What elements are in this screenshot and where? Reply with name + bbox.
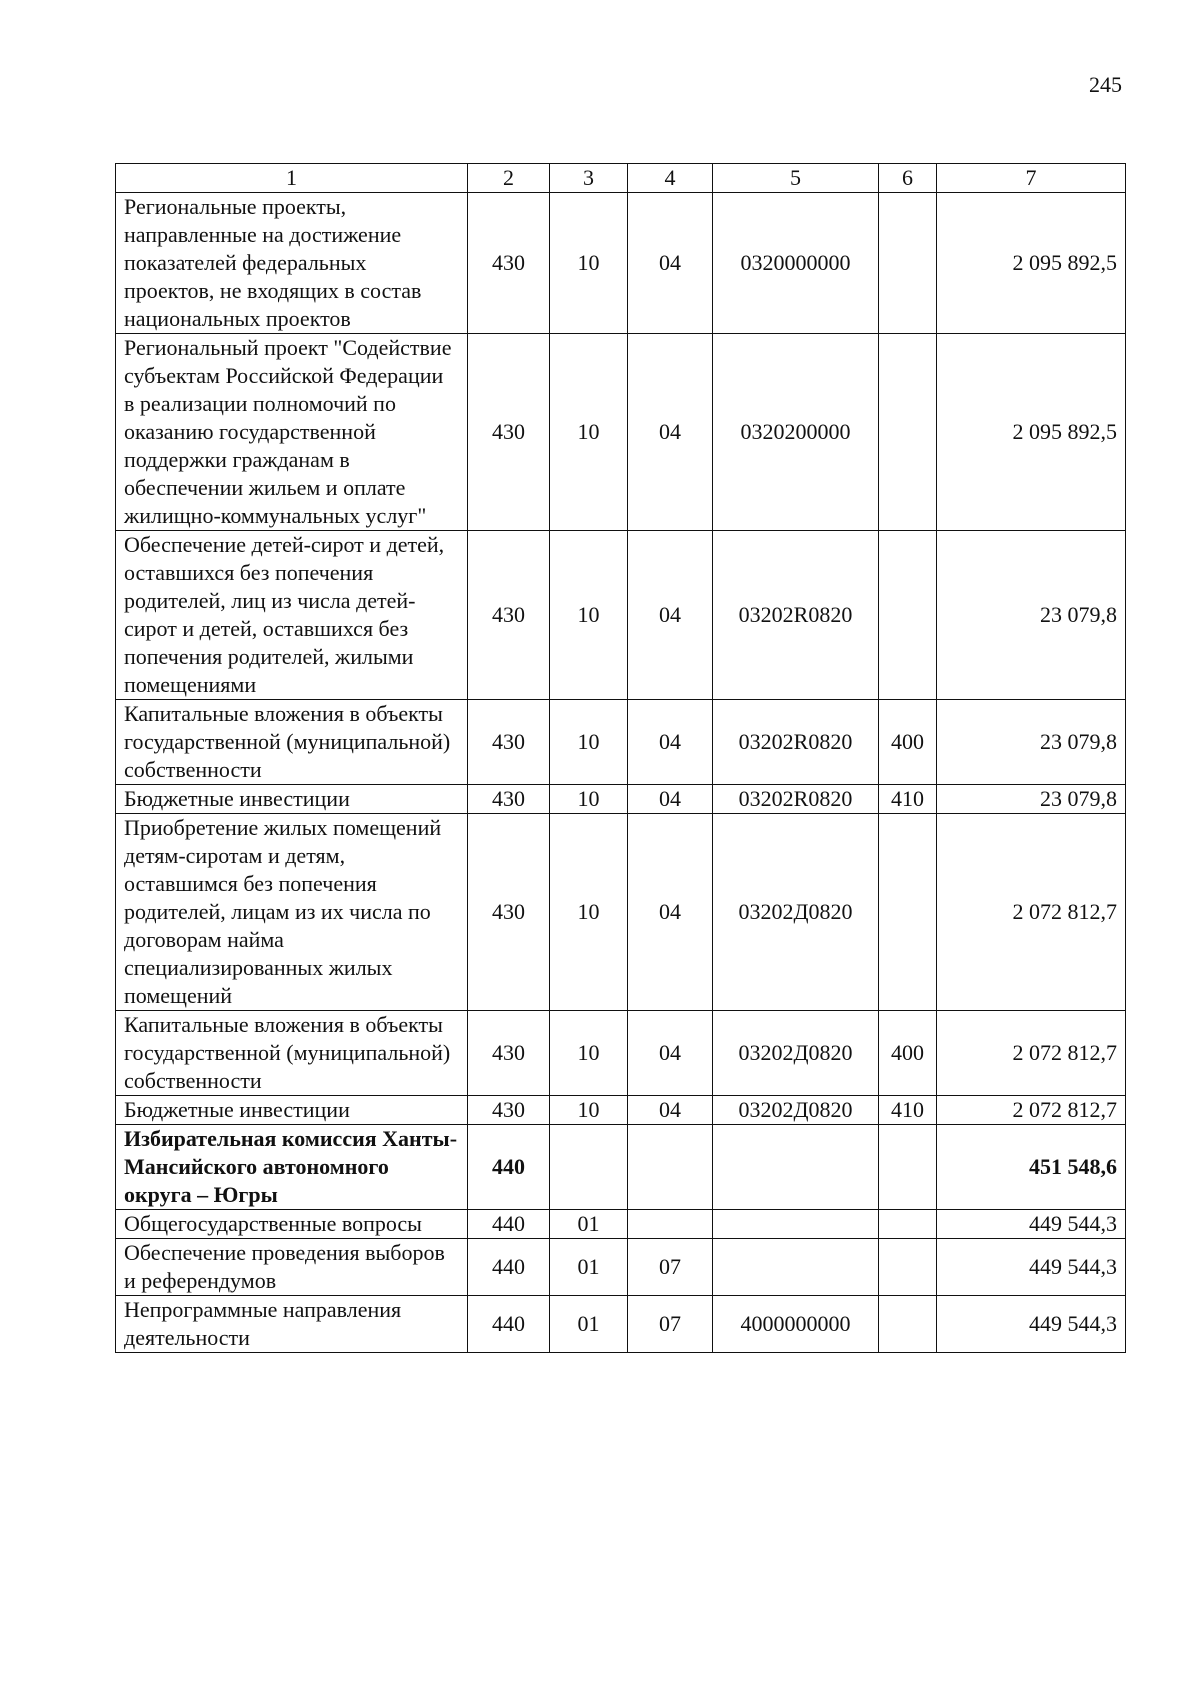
section-code: 10	[550, 193, 628, 334]
subsection-code: 04	[628, 531, 713, 700]
ministry-code: 430	[468, 193, 550, 334]
table-row	[116, 334, 1126, 531]
amount: 449 544,3	[937, 1239, 1126, 1296]
ministry-code: 430	[468, 1096, 550, 1125]
section-code: 10	[550, 1096, 628, 1125]
target-article-code: 4000000000	[713, 1296, 879, 1353]
table-row	[116, 531, 1126, 700]
amount: 449 544,3	[937, 1210, 1126, 1239]
section-code: 01	[550, 1239, 628, 1296]
table-row	[116, 1011, 1126, 1096]
table-row	[116, 1239, 1126, 1296]
amount: 2 095 892,5	[937, 193, 1126, 334]
row-name: Приобретение жилых помещений детям-сиротам и детям, оставшимся без попечения родителей, лицам из их числа по договорам найма специализированных жилых помещений	[116, 814, 468, 1011]
subsection-code: 04	[628, 1096, 713, 1125]
target-article-code	[713, 1239, 879, 1296]
amount: 2 072 812,7	[937, 1011, 1126, 1096]
expense-type-code	[879, 1125, 937, 1210]
target-article-code: 03202Д0820	[713, 814, 879, 1011]
amount: 2 072 812,7	[937, 814, 1126, 1011]
section-code: 10	[550, 814, 628, 1011]
ministry-code: 440	[468, 1210, 550, 1239]
subsection-code: 04	[628, 1011, 713, 1096]
column-header: 1	[116, 164, 468, 193]
expense-type-code: 410	[879, 785, 937, 814]
expense-type-code: 400	[879, 1011, 937, 1096]
row-name: Обеспечение проведения выборов и референдумов	[116, 1239, 468, 1296]
target-article-code	[713, 1125, 879, 1210]
row-name: Бюджетные инвестиции	[116, 785, 468, 814]
row-name: Капитальные вложения в объекты государственной (муниципальной) собственности	[116, 700, 468, 785]
row-name: Непрограммные направления деятельности	[116, 1296, 468, 1353]
ministry-code: 430	[468, 334, 550, 531]
column-header: 7	[937, 164, 1126, 193]
table-row	[116, 785, 1126, 814]
target-article-code: 03202R0820	[713, 785, 879, 814]
amount: 2 072 812,7	[937, 1096, 1126, 1125]
target-article-code: 03202Д0820	[713, 1011, 879, 1096]
section-code: 10	[550, 1011, 628, 1096]
section-code	[550, 1125, 628, 1210]
section-code: 10	[550, 531, 628, 700]
row-name: Общегосударственные вопросы	[116, 1210, 468, 1239]
table-row	[116, 1210, 1126, 1239]
target-article-code	[713, 1210, 879, 1239]
table-row	[116, 1296, 1126, 1353]
ministry-code: 430	[468, 814, 550, 1011]
column-header: 2	[468, 164, 550, 193]
row-name: Обеспечение детей-сирот и детей, оставшихся без попечения родителей, лиц из числа детей-сирот и детей, оставшихся без попечения родителей, жилыми помещениями	[116, 531, 468, 700]
amount: 451 548,6	[937, 1125, 1126, 1210]
table-row	[116, 193, 1126, 334]
subsection-code: 04	[628, 814, 713, 1011]
table-row	[116, 700, 1126, 785]
expense-type-code: 410	[879, 1096, 937, 1125]
row-name: Региональный проект "Содействие субъектам Российской Федерации в реализации полномочий по оказанию государственной поддержки гражданам в обеспечении жильем и оплате жилищно-коммунальных услуг"	[116, 334, 468, 531]
target-article-code: 03202Д0820	[713, 1096, 879, 1125]
expense-type-code	[879, 193, 937, 334]
ministry-code: 440	[468, 1296, 550, 1353]
amount: 23 079,8	[937, 531, 1126, 700]
expense-type-code	[879, 334, 937, 531]
row-name: Избирательная комиссия Ханты-Мансийского автономного округа – Югры	[116, 1125, 468, 1210]
amount: 23 079,8	[937, 700, 1126, 785]
expense-type-code	[879, 1296, 937, 1353]
column-header: 5	[713, 164, 879, 193]
target-article-code: 03202R0820	[713, 531, 879, 700]
expense-type-code	[879, 531, 937, 700]
ministry-code: 430	[468, 531, 550, 700]
subsection-code: 04	[628, 785, 713, 814]
ministry-code: 440	[468, 1125, 550, 1210]
subsection-code: 07	[628, 1239, 713, 1296]
section-code: 10	[550, 785, 628, 814]
amount: 23 079,8	[937, 785, 1126, 814]
ministry-code: 440	[468, 1239, 550, 1296]
subsection-code	[628, 1125, 713, 1210]
budget-table	[115, 163, 1126, 1353]
amount: 2 095 892,5	[937, 334, 1126, 531]
subsection-code: 07	[628, 1296, 713, 1353]
ministry-code: 430	[468, 1011, 550, 1096]
subsection-code	[628, 1210, 713, 1239]
expense-type-code	[879, 814, 937, 1011]
page-number: 245	[1089, 72, 1122, 97]
section-code: 10	[550, 334, 628, 531]
ministry-code: 430	[468, 785, 550, 814]
table-header-row	[116, 164, 1126, 193]
table-row	[116, 1096, 1126, 1125]
amount: 449 544,3	[937, 1296, 1126, 1353]
subsection-code: 04	[628, 700, 713, 785]
expense-type-code	[879, 1210, 937, 1239]
table-row-bold	[116, 1125, 1126, 1210]
subsection-code: 04	[628, 334, 713, 531]
ministry-code: 430	[468, 700, 550, 785]
column-header: 4	[628, 164, 713, 193]
section-code: 01	[550, 1210, 628, 1239]
section-code: 01	[550, 1296, 628, 1353]
section-code: 10	[550, 700, 628, 785]
table-row	[116, 814, 1126, 1011]
row-name: Бюджетные инвестиции	[116, 1096, 468, 1125]
target-article-code: 0320000000	[713, 193, 879, 334]
target-article-code: 03202R0820	[713, 700, 879, 785]
expense-type-code: 400	[879, 700, 937, 785]
column-header: 3	[550, 164, 628, 193]
target-article-code: 0320200000	[713, 334, 879, 531]
subsection-code: 04	[628, 193, 713, 334]
expense-type-code	[879, 1239, 937, 1296]
column-header: 6	[879, 164, 937, 193]
row-name: Капитальные вложения в объекты государственной (муниципальной) собственности	[116, 1011, 468, 1096]
row-name: Региональные проекты, направленные на достижение показателей федеральных проектов, не входящих в состав национальных проектов	[116, 193, 468, 334]
